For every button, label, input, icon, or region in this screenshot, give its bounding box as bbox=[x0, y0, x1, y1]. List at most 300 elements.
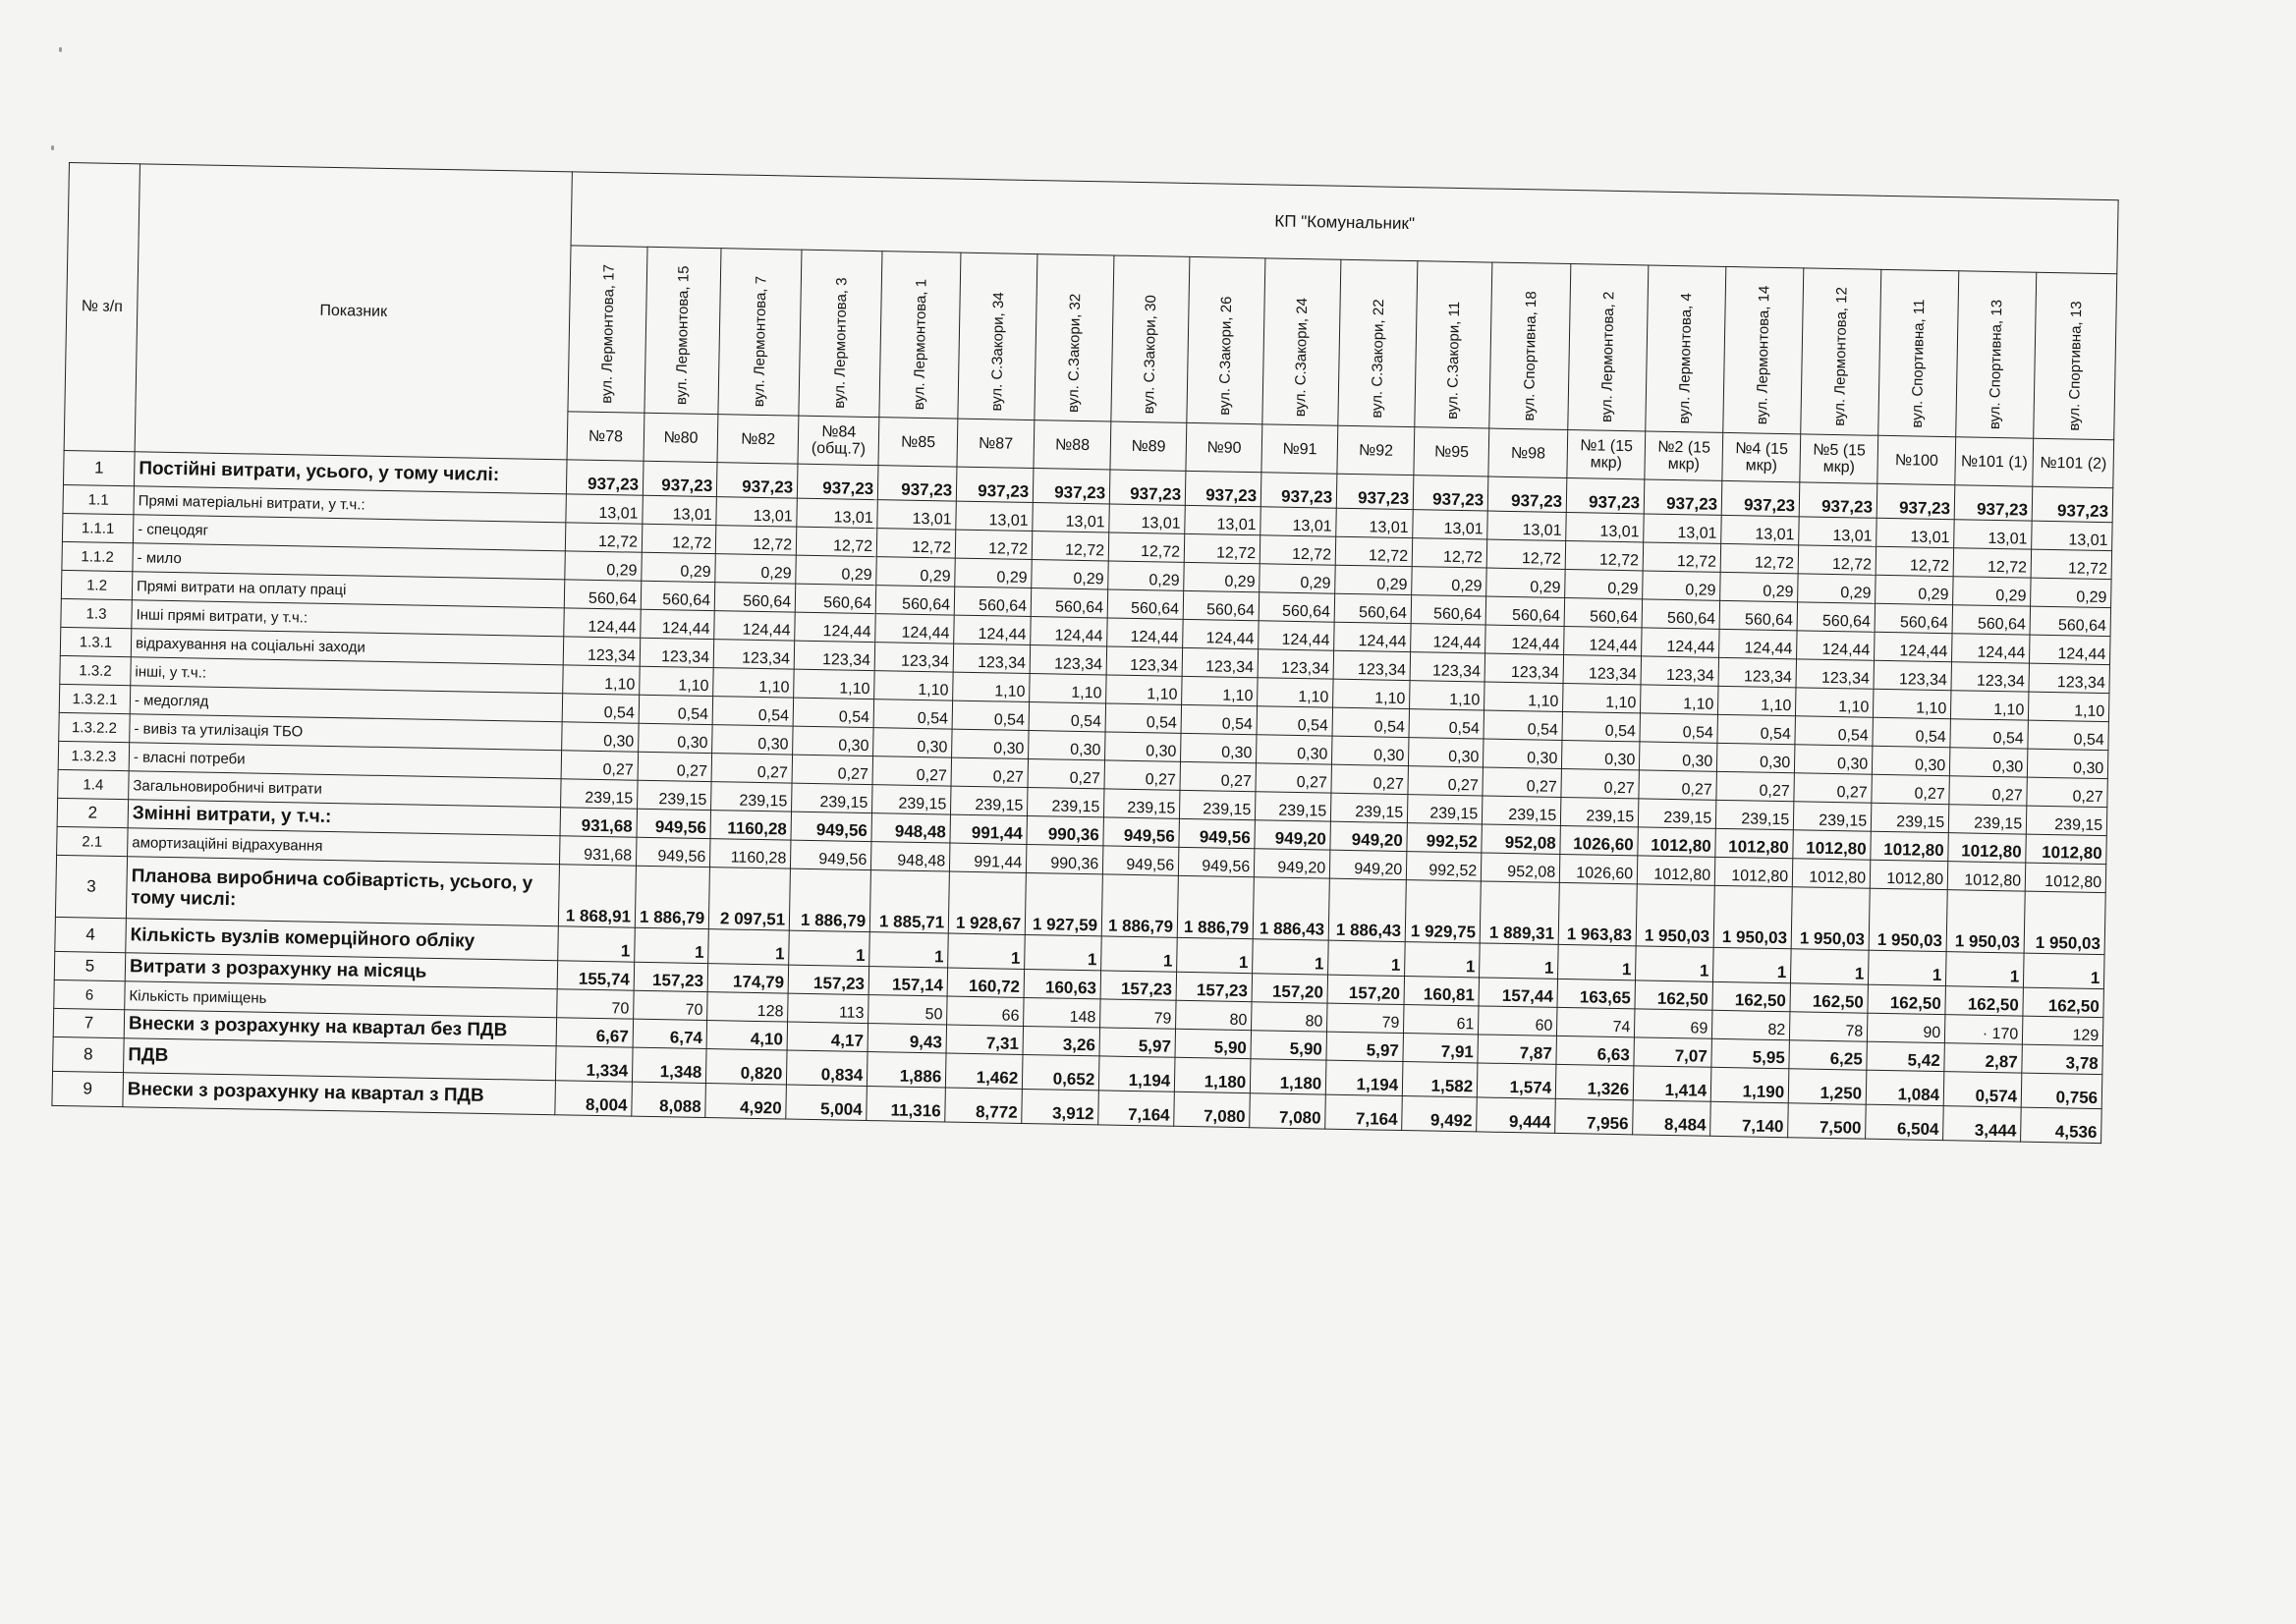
value-cell: 0,29 bbox=[1720, 572, 1799, 601]
value-cell: 113 bbox=[788, 993, 869, 1023]
value-cell: 239,15 bbox=[2026, 806, 2107, 835]
cost-table bbox=[51, 162, 2118, 1144]
value-cell: 937,23 bbox=[1109, 470, 1186, 505]
value-cell: 157,14 bbox=[868, 967, 948, 996]
value-cell: 5,97 bbox=[1099, 1028, 1176, 1057]
value-cell: 1,190 bbox=[1710, 1067, 1789, 1102]
value-cell: 160,63 bbox=[1024, 969, 1101, 998]
column-address-header bbox=[799, 250, 882, 417]
value-cell: 1 886,43 bbox=[1253, 877, 1329, 940]
column-building-number: №89 bbox=[1110, 421, 1187, 471]
value-cell: 1,10 bbox=[1106, 675, 1183, 704]
value-cell: 0,54 bbox=[1105, 703, 1182, 733]
value-cell: 239,15 bbox=[1794, 802, 1873, 831]
value-cell: 1,10 bbox=[1333, 679, 1411, 708]
value-cell: 239,15 bbox=[1408, 795, 1484, 824]
value-cell: 174,79 bbox=[707, 964, 789, 993]
value-cell: 0,29 bbox=[1643, 571, 1721, 600]
value-cell: 124,44 bbox=[1642, 628, 1720, 657]
value-cell: 1 bbox=[1101, 936, 1178, 972]
value-cell: 12,72 bbox=[1876, 546, 1954, 576]
value-cell: 1012,80 bbox=[1792, 859, 1871, 888]
value-cell: 949,20 bbox=[1330, 821, 1408, 851]
value-cell: 124,44 bbox=[2030, 635, 2111, 664]
value-cell: 157,20 bbox=[1327, 975, 1405, 1004]
value-cell: 1026,60 bbox=[1560, 825, 1639, 855]
column-address-header bbox=[1568, 264, 1649, 431]
value-cell: 1 886,79 bbox=[789, 868, 870, 931]
value-cell: 13,01 bbox=[1799, 517, 1877, 546]
value-cell: 0,834 bbox=[787, 1050, 868, 1086]
value-cell: 8,004 bbox=[555, 1081, 633, 1116]
value-cell: 1012,80 bbox=[2026, 834, 2107, 864]
value-cell: 1,10 bbox=[794, 669, 875, 699]
value-cell: 12,72 bbox=[2031, 549, 2112, 579]
value-cell: 0,29 bbox=[1335, 565, 1413, 594]
column-address-header bbox=[2034, 272, 2117, 439]
value-cell: 0,30 bbox=[1717, 743, 1796, 772]
value-cell: 1 bbox=[1253, 939, 1329, 975]
value-cell: 12,72 bbox=[796, 527, 877, 556]
value-cell: 13,01 bbox=[1185, 505, 1261, 534]
column-address-header bbox=[1415, 261, 1492, 428]
value-cell: 124,44 bbox=[1952, 634, 2031, 663]
value-cell: 560,64 bbox=[1564, 597, 1643, 627]
column-address: вул. С.Закори, 11 bbox=[1443, 301, 1463, 420]
value-cell: 1,10 bbox=[1796, 688, 1875, 717]
value-cell: 4,17 bbox=[787, 1022, 868, 1051]
value-cell: 5,95 bbox=[1711, 1038, 1790, 1068]
value-cell: 0,30 bbox=[639, 723, 713, 753]
value-cell: 124,44 bbox=[714, 611, 796, 641]
column-building-number: №98 bbox=[1488, 428, 1568, 477]
value-cell: 1 bbox=[1480, 943, 1559, 979]
value-cell: 7,140 bbox=[1710, 1101, 1789, 1137]
value-cell: 1 886,79 bbox=[1101, 874, 1178, 937]
value-cell: 0,27 bbox=[1483, 767, 1562, 797]
value-cell: 162,50 bbox=[1635, 980, 1713, 1010]
value-cell: 1,180 bbox=[1175, 1057, 1252, 1092]
value-cell: 7,164 bbox=[1325, 1094, 1403, 1130]
row-code: 1.2 bbox=[61, 570, 133, 599]
column-building-number: №85 bbox=[878, 418, 958, 467]
column-building-number: №2 (15 мкр) bbox=[1645, 431, 1723, 480]
value-cell: 123,34 bbox=[1563, 654, 1642, 684]
value-cell: 13,01 bbox=[1336, 508, 1414, 537]
value-cell: 8,772 bbox=[945, 1088, 1023, 1123]
value-cell: 0,30 bbox=[952, 729, 1030, 758]
value-cell: 12,72 bbox=[1643, 542, 1721, 572]
value-cell: 13,01 bbox=[1413, 510, 1488, 539]
value-cell: 0,30 bbox=[1484, 739, 1563, 768]
value-cell: 13,01 bbox=[1033, 503, 1110, 532]
row-label: Кількість приміщень bbox=[125, 981, 557, 1018]
value-cell: 992,52 bbox=[1407, 852, 1483, 881]
value-cell: 560,64 bbox=[954, 587, 1032, 616]
column-building-number: №91 bbox=[1261, 424, 1338, 474]
value-cell: 0,29 bbox=[955, 558, 1033, 588]
value-cell: 157,23 bbox=[1176, 972, 1253, 1001]
value-cell: 12,72 bbox=[955, 530, 1033, 559]
value-cell: 949,56 bbox=[1103, 817, 1180, 847]
value-cell: 1,886 bbox=[868, 1052, 947, 1088]
row-label: відрахування на соціальні заходи bbox=[131, 629, 563, 665]
value-cell: 0,54 bbox=[1257, 706, 1333, 736]
value-cell: 0,29 bbox=[796, 555, 877, 585]
value-cell: 4,536 bbox=[2021, 1107, 2102, 1143]
value-cell: 1,10 bbox=[2029, 692, 2110, 721]
value-cell: 157,23 bbox=[634, 962, 708, 991]
value-cell: 0,27 bbox=[1408, 766, 1484, 796]
value-cell: 124,44 bbox=[1183, 619, 1260, 648]
value-cell: 1 bbox=[708, 929, 790, 965]
row-code: 1.3.1 bbox=[60, 627, 132, 656]
value-cell: 0,29 bbox=[642, 552, 716, 582]
value-cell: 949,56 bbox=[637, 809, 711, 838]
value-cell: 123,34 bbox=[1641, 656, 1719, 686]
value-cell: 0,30 bbox=[1029, 731, 1106, 760]
value-cell: 6,67 bbox=[556, 1018, 634, 1047]
value-cell: 1,10 bbox=[1563, 683, 1642, 712]
value-cell: 0,29 bbox=[1486, 568, 1566, 597]
value-cell: 1,10 bbox=[1484, 682, 1564, 711]
value-cell: 0,54 bbox=[2028, 720, 2109, 750]
value-cell: 937,23 bbox=[643, 461, 717, 496]
value-cell: 124,44 bbox=[1031, 617, 1108, 646]
column-address-header bbox=[1338, 259, 1418, 426]
value-cell: 239,15 bbox=[792, 783, 873, 812]
value-cell: 78 bbox=[1790, 1012, 1869, 1041]
value-cell: 0,29 bbox=[1876, 575, 1954, 604]
value-cell: 1160,28 bbox=[710, 811, 792, 840]
value-cell: 560,64 bbox=[1107, 589, 1184, 619]
row-label: Планова виробнича собівартість, усього, у тому числі: bbox=[126, 857, 559, 926]
column-building-number: №80 bbox=[644, 413, 718, 462]
row-code: 1.3.2.3 bbox=[58, 741, 130, 770]
value-cell: 162,50 bbox=[1945, 986, 2024, 1016]
value-cell: 123,34 bbox=[1874, 660, 1952, 690]
value-cell: 12,72 bbox=[876, 529, 956, 558]
value-cell: 9,43 bbox=[868, 1024, 947, 1053]
value-cell: 13,01 bbox=[1876, 518, 1955, 547]
value-cell: 13,01 bbox=[643, 495, 717, 525]
value-cell: 12,72 bbox=[1335, 536, 1413, 566]
value-cell: 0,27 bbox=[2027, 777, 2108, 807]
value-cell: 949,56 bbox=[636, 837, 710, 867]
value-cell: 61 bbox=[1404, 1005, 1480, 1035]
value-cell: 9,492 bbox=[1402, 1096, 1478, 1132]
value-cell: 0,29 bbox=[1184, 562, 1260, 591]
value-cell: 157,23 bbox=[1100, 971, 1177, 1000]
value-cell: 948,48 bbox=[871, 813, 951, 843]
row-code: 1.3 bbox=[61, 598, 133, 628]
column-address-header bbox=[1111, 255, 1190, 422]
value-cell: 1 bbox=[869, 932, 949, 968]
row-label: Постійні витрати, усього, у тому числі: bbox=[134, 452, 567, 494]
value-cell: 0,54 bbox=[639, 695, 713, 724]
value-cell: 124,44 bbox=[1797, 631, 1876, 660]
column-building-number: №4 (15 мкр) bbox=[1722, 432, 1801, 481]
row-code: 1 bbox=[63, 450, 135, 485]
column-address: вул. С.Закори, 32 bbox=[1064, 293, 1084, 413]
value-cell: 1,326 bbox=[1555, 1064, 1634, 1099]
value-cell: 12,72 bbox=[1565, 540, 1644, 570]
value-cell: 937,23 bbox=[1487, 476, 1567, 512]
value-cell: 124,44 bbox=[1107, 618, 1184, 647]
value-cell: 123,34 bbox=[1182, 647, 1259, 677]
column-address-header bbox=[958, 252, 1037, 420]
column-address: вул. С.Закори, 34 bbox=[987, 292, 1007, 412]
value-cell: 2,87 bbox=[1944, 1043, 2023, 1073]
value-cell: 1,250 bbox=[1788, 1069, 1867, 1104]
value-cell: 0,29 bbox=[1412, 567, 1487, 596]
value-cell: 990,36 bbox=[1027, 844, 1104, 873]
value-cell: 1 868,91 bbox=[558, 865, 636, 927]
row-code: 1.3.2 bbox=[60, 655, 132, 685]
value-cell: 12,72 bbox=[1720, 543, 1799, 573]
value-cell: 12,72 bbox=[715, 526, 797, 555]
row-code: 1.1.2 bbox=[62, 541, 134, 571]
value-cell: 6,25 bbox=[1789, 1040, 1868, 1070]
value-cell: 157,23 bbox=[788, 965, 869, 994]
value-cell: 0,54 bbox=[1332, 707, 1410, 737]
value-cell: 1,574 bbox=[1477, 1063, 1556, 1098]
value-cell: 124,44 bbox=[954, 615, 1032, 644]
value-cell: 0,29 bbox=[1798, 574, 1876, 603]
value-cell: 1,084 bbox=[1866, 1070, 1944, 1105]
value-cell: 90 bbox=[1868, 1013, 1946, 1042]
value-cell: 1 886,79 bbox=[635, 866, 709, 928]
row-label: Прямі матеріальні витрати, у т.ч.: bbox=[134, 486, 566, 523]
column-building-number: №84 (общ.7) bbox=[798, 416, 879, 465]
value-cell: 6,63 bbox=[1556, 1036, 1635, 1065]
header-indicator: Показник bbox=[135, 164, 572, 460]
value-cell: 80 bbox=[1252, 1002, 1328, 1032]
value-cell: 162,50 bbox=[1712, 981, 1791, 1011]
value-cell: 949,56 bbox=[1179, 818, 1256, 848]
value-cell: 239,15 bbox=[1639, 799, 1717, 828]
value-cell: 1026,60 bbox=[1560, 854, 1639, 883]
value-cell: 1,10 bbox=[713, 668, 795, 698]
value-cell: 931,68 bbox=[559, 836, 637, 866]
value-cell: 1012,80 bbox=[1871, 831, 1949, 861]
value-cell: 1 bbox=[1177, 937, 1254, 973]
value-cell: 123,34 bbox=[794, 641, 875, 670]
value-cell: 1 886,79 bbox=[1177, 875, 1254, 938]
value-cell: 1 bbox=[1558, 944, 1637, 980]
value-cell: 937,23 bbox=[1876, 483, 1955, 519]
value-cell: 1012,80 bbox=[1638, 827, 1716, 857]
column-building-number: №5 (15 мкр) bbox=[1800, 434, 1878, 483]
value-cell: 13,01 bbox=[877, 500, 957, 530]
value-cell: 1012,80 bbox=[1947, 862, 2026, 891]
row-label: - спецодяг bbox=[133, 515, 565, 551]
column-address-header bbox=[1878, 269, 1959, 436]
value-cell: 123,34 bbox=[1333, 650, 1411, 680]
value-cell: 1,10 bbox=[1258, 678, 1334, 707]
column-building-number: №95 bbox=[1414, 427, 1489, 476]
row-label: - власні потреби bbox=[129, 743, 561, 779]
value-cell: 0,30 bbox=[712, 725, 794, 755]
value-cell: 0,30 bbox=[1795, 745, 1874, 774]
value-cell: 0,29 bbox=[1108, 561, 1185, 590]
value-cell: 239,15 bbox=[1561, 797, 1640, 826]
value-cell: 239,15 bbox=[1948, 805, 2027, 834]
column-building-number: №78 bbox=[567, 412, 644, 461]
value-cell: 12,72 bbox=[1260, 535, 1336, 565]
value-cell: 80 bbox=[1176, 1000, 1253, 1030]
value-cell: 560,64 bbox=[1642, 599, 1720, 629]
value-cell: 1012,80 bbox=[2025, 863, 2106, 892]
value-cell: 239,15 bbox=[561, 779, 639, 809]
value-cell: 0,29 bbox=[1565, 569, 1644, 598]
value-cell: 0,27 bbox=[1331, 764, 1409, 794]
row-code: 1.4 bbox=[58, 769, 130, 799]
value-cell: 13,01 bbox=[716, 497, 798, 527]
row-code: 1.1 bbox=[63, 484, 135, 514]
column-address-header bbox=[718, 249, 802, 416]
column-address-header bbox=[1646, 265, 1726, 432]
value-cell: 11,316 bbox=[867, 1087, 946, 1122]
value-cell: 239,15 bbox=[1256, 792, 1332, 821]
value-cell: 560,64 bbox=[1952, 605, 2031, 635]
value-cell: 124,44 bbox=[1411, 624, 1486, 653]
value-cell: 0,27 bbox=[1872, 774, 1950, 804]
value-cell: 123,34 bbox=[713, 640, 795, 669]
row-label: амортизаційні відрахування bbox=[128, 828, 560, 865]
value-cell: 0,820 bbox=[706, 1049, 788, 1085]
value-cell: 0,54 bbox=[1562, 711, 1641, 741]
value-cell: 5,90 bbox=[1251, 1031, 1327, 1060]
value-cell: 1,10 bbox=[874, 671, 954, 700]
value-cell: 0,27 bbox=[1639, 770, 1717, 800]
value-cell: 560,64 bbox=[564, 580, 642, 609]
value-cell: 0,756 bbox=[2021, 1073, 2102, 1108]
value-cell: 0,54 bbox=[1409, 709, 1484, 739]
column-address-header bbox=[1035, 254, 1114, 421]
value-cell: 1,334 bbox=[555, 1046, 633, 1082]
value-cell: 1012,80 bbox=[1715, 828, 1794, 858]
value-cell: 0,54 bbox=[1181, 704, 1258, 734]
value-cell: 1,10 bbox=[563, 665, 641, 695]
value-cell: 239,15 bbox=[1104, 789, 1181, 818]
value-cell: 1 928,67 bbox=[948, 871, 1026, 934]
value-cell: 1 950,03 bbox=[1636, 884, 1714, 947]
value-cell: 0,29 bbox=[876, 557, 956, 587]
value-cell: 949,20 bbox=[1255, 820, 1331, 850]
value-cell: 937,23 bbox=[1566, 478, 1645, 514]
value-cell: 124,44 bbox=[641, 609, 715, 639]
value-cell: 0,29 bbox=[1953, 577, 2032, 606]
value-cell: 123,34 bbox=[874, 643, 954, 672]
column-building-number: №101 (1) bbox=[1955, 437, 2034, 486]
value-cell: 1,180 bbox=[1251, 1059, 1327, 1094]
value-cell: 0,29 bbox=[715, 554, 797, 584]
value-cell: 937,23 bbox=[1336, 474, 1414, 509]
value-cell: 0,30 bbox=[1562, 740, 1641, 769]
column-address-header bbox=[1187, 256, 1265, 423]
value-cell: · 170 bbox=[1945, 1015, 2024, 1044]
value-cell: 991,44 bbox=[950, 814, 1028, 844]
value-cell: 0,54 bbox=[1640, 713, 1718, 743]
column-address-header bbox=[1801, 268, 1881, 435]
value-cell: 123,34 bbox=[2029, 663, 2110, 693]
value-cell: 0,29 bbox=[1260, 564, 1336, 593]
value-cell: 1,10 bbox=[640, 666, 714, 696]
value-cell: 5,42 bbox=[1867, 1041, 1945, 1071]
value-cell: 239,15 bbox=[711, 782, 793, 812]
column-address: вул. Лермонтова, 7 bbox=[750, 275, 770, 408]
column-address-header bbox=[879, 252, 961, 419]
value-cell: 0,54 bbox=[1029, 702, 1106, 732]
value-cell: 12,72 bbox=[1108, 532, 1185, 562]
row-label: Змінні витрати, у т.ч.: bbox=[128, 800, 560, 836]
value-cell: 128 bbox=[707, 992, 789, 1022]
column-address: вул. С.Закори, 22 bbox=[1368, 299, 1387, 419]
column-address: вул. Спортивна, 11 bbox=[1909, 299, 1929, 428]
value-cell: 6,504 bbox=[1866, 1104, 1944, 1140]
column-address: вул. Лермонтова, 12 bbox=[1831, 287, 1851, 427]
value-cell: 937,23 bbox=[566, 460, 644, 495]
value-cell: 13,01 bbox=[1487, 511, 1567, 540]
row-code: 3 bbox=[55, 855, 127, 918]
value-cell: 13,01 bbox=[797, 498, 878, 528]
column-address: вул. Лермонтова, 15 bbox=[673, 265, 693, 406]
column-address: вул. Лермонтова, 14 bbox=[1754, 285, 1773, 425]
value-cell: 124,44 bbox=[564, 608, 642, 638]
value-cell: 12,72 bbox=[1412, 538, 1487, 568]
value-cell: 239,15 bbox=[1331, 793, 1409, 822]
value-cell: 13,01 bbox=[1954, 520, 2033, 549]
value-cell: 0,30 bbox=[1332, 736, 1410, 765]
value-cell: 560,64 bbox=[1411, 595, 1486, 625]
row-code: 9 bbox=[52, 1071, 124, 1106]
column-address: вул. С.Закори, 24 bbox=[1292, 297, 1312, 418]
value-cell: 13,01 bbox=[1644, 514, 1722, 543]
value-cell: 124,44 bbox=[1259, 621, 1335, 650]
row-code: 1.3.2.1 bbox=[59, 684, 131, 713]
value-cell: 0,27 bbox=[1949, 776, 2028, 806]
value-cell: 0,29 bbox=[565, 551, 643, 581]
value-cell: 560,64 bbox=[1183, 590, 1260, 620]
value-cell: 239,15 bbox=[1716, 800, 1795, 829]
value-cell: 2 097,51 bbox=[708, 868, 790, 930]
value-cell: 0,27 bbox=[1180, 761, 1257, 791]
value-cell: 1 bbox=[1405, 942, 1481, 978]
value-cell: 0,30 bbox=[1181, 733, 1258, 762]
value-cell: 13,01 bbox=[2032, 521, 2113, 550]
scan-speck bbox=[59, 47, 62, 52]
value-cell: 0,30 bbox=[873, 728, 953, 757]
value-cell: 1 bbox=[635, 927, 709, 963]
value-cell: 560,64 bbox=[2030, 606, 2111, 636]
value-cell: 0,30 bbox=[1950, 748, 2029, 777]
value-cell: 239,15 bbox=[1872, 803, 1950, 832]
value-cell: 7,080 bbox=[1174, 1092, 1251, 1127]
row-code: 6 bbox=[54, 980, 126, 1009]
value-cell: 560,64 bbox=[1334, 593, 1412, 623]
value-cell: 560,64 bbox=[1875, 603, 1953, 633]
value-cell: 66 bbox=[947, 996, 1025, 1026]
value-cell: 0,54 bbox=[793, 698, 874, 727]
column-building-number: №88 bbox=[1034, 420, 1111, 470]
value-cell: 0,27 bbox=[872, 756, 952, 786]
value-cell: 1012,80 bbox=[1870, 860, 1948, 889]
value-cell: 124,44 bbox=[1719, 629, 1798, 658]
value-cell: 0,54 bbox=[1717, 714, 1796, 744]
value-cell: 1,10 bbox=[1874, 689, 1952, 718]
value-cell: 3,444 bbox=[1943, 1106, 2022, 1142]
